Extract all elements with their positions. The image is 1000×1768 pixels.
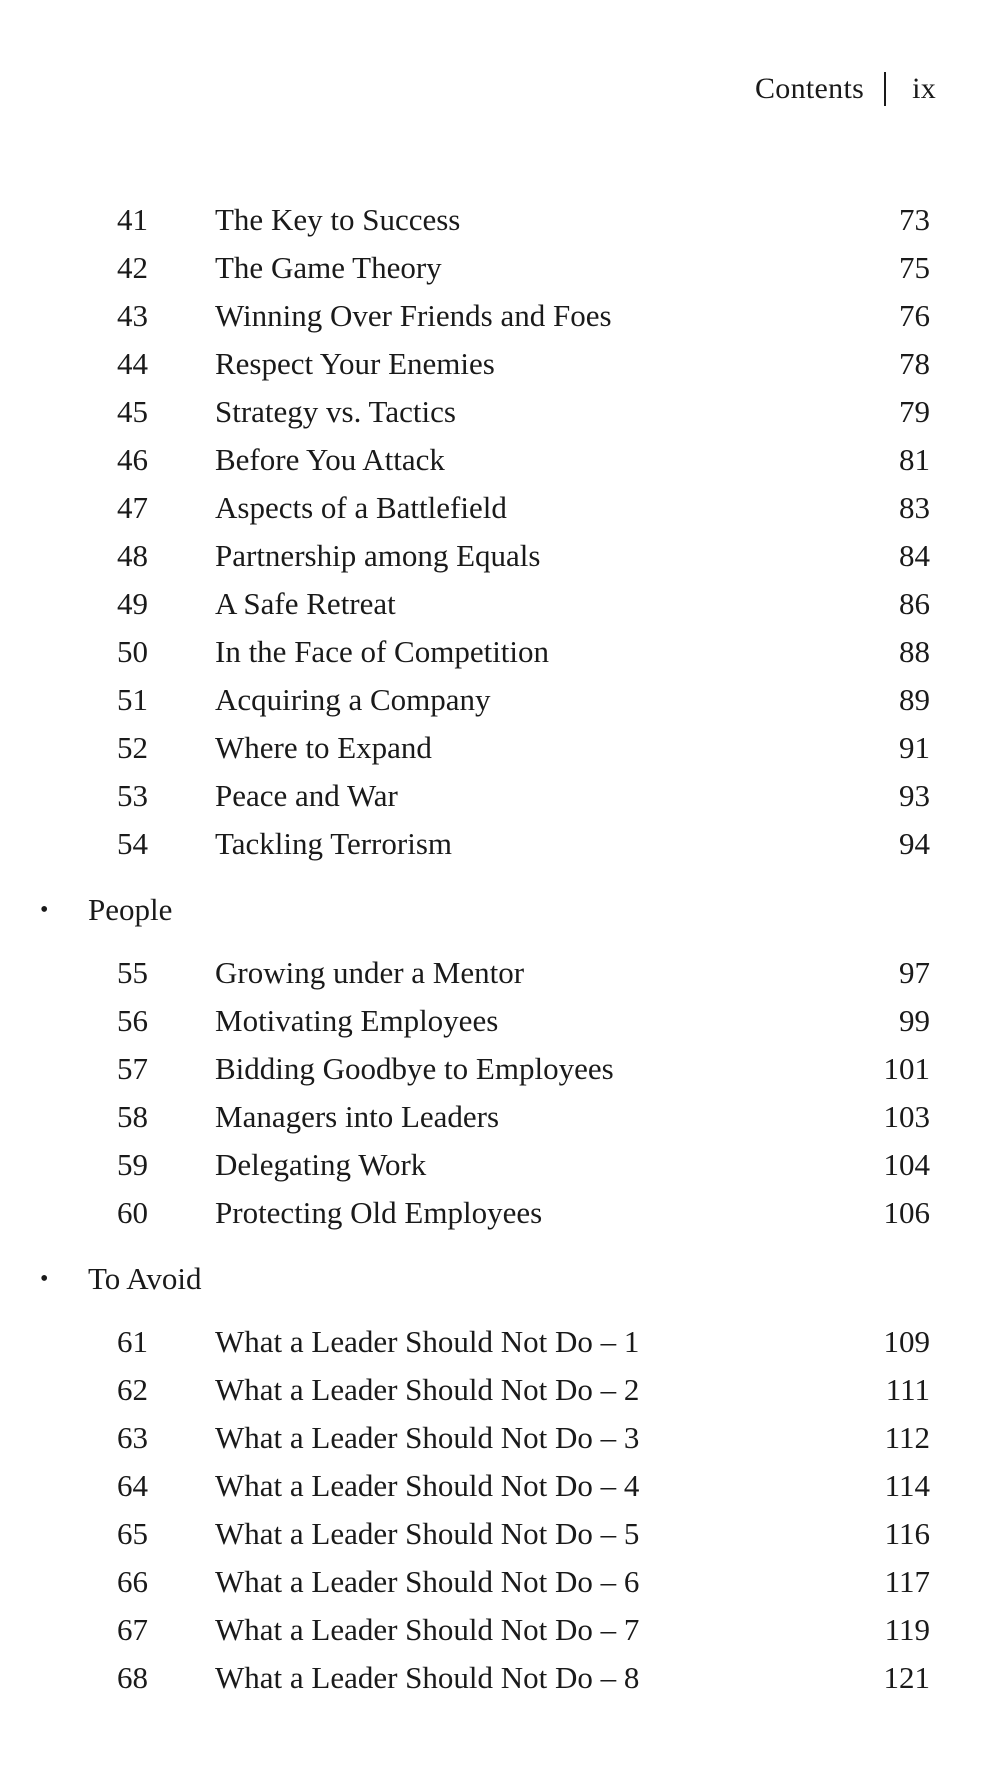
page-number: 111 [885,1372,930,1407]
chapter-title: Aspects of a Battlefield [215,490,507,525]
chapter-title: Growing under a Mentor [215,955,525,990]
page-number: 86 [899,586,930,621]
chapter-title: Partnership among Equals [215,538,541,573]
toc-entry [0,997,1000,1045]
toc-entry [0,820,1000,868]
chapter-number: 45 [117,394,148,429]
chapter-number: 60 [117,1195,148,1230]
chapter-title: In the Face of Competition [215,634,550,669]
chapter-title: The Game Theory [215,250,442,285]
page-number: 121 [883,1660,930,1695]
toc-entry [0,1093,1000,1141]
chapter-number: 44 [117,346,148,381]
chapter-title: What a Leader Should Not Do – 4 [215,1468,640,1503]
toc-entry [0,628,1000,676]
chapter-number: 46 [117,442,148,477]
chapter-number: 68 [117,1660,148,1695]
chapter-title: What a Leader Should Not Do – 3 [215,1420,640,1455]
chapter-number: 50 [117,634,148,669]
page-number: 99 [899,1003,930,1038]
chapter-number: 53 [117,778,148,813]
chapter-title: The Key to Success [215,202,461,237]
chapter-number: 63 [117,1420,148,1455]
chapter-number: 47 [117,490,148,525]
chapter-number: 66 [117,1564,148,1599]
page-number: 89 [899,682,930,717]
toc-entry [0,388,1000,436]
toc-entry [0,949,1000,997]
chapter-number: 64 [117,1468,148,1503]
chapter-title: Before You Attack [215,442,445,477]
page-number: 112 [884,1420,930,1455]
chapter-title: What a Leader Should Not Do – 8 [215,1660,640,1695]
page-number: 119 [884,1612,930,1647]
toc-entry [0,1606,1000,1654]
chapter-title: What a Leader Should Not Do – 5 [215,1516,640,1551]
toc-entry [0,244,1000,292]
page-number: 106 [883,1195,930,1230]
page-number: 109 [883,1324,930,1359]
chapter-title: Respect Your Enemies [215,346,495,381]
page-number: 73 [899,202,930,237]
page-number: 79 [899,394,930,429]
section-heading-label: To Avoid [88,1261,202,1296]
page-number: 103 [883,1099,930,1134]
page-number: 91 [899,730,930,765]
chapter-title: What a Leader Should Not Do – 7 [215,1612,640,1647]
toc-entry [0,580,1000,628]
toc-entry [0,1141,1000,1189]
toc-entry [0,484,1000,532]
toc-entry [0,292,1000,340]
page-number: 117 [884,1564,930,1599]
chapter-title: Where to Expand [215,730,432,765]
chapter-title: Tackling Terrorism [215,826,452,861]
page-number: 84 [899,538,930,573]
chapter-number: 52 [117,730,148,765]
chapter-number: 41 [117,202,148,237]
table-of-contents [0,196,1000,1702]
page-number: 76 [899,298,930,333]
toc-entry [0,1558,1000,1606]
chapter-number: 67 [117,1612,148,1647]
toc-entry [0,532,1000,580]
toc-entry [0,196,1000,244]
page-number: 114 [884,1468,930,1503]
toc-entry [0,1045,1000,1093]
toc-entry [0,1318,1000,1366]
page-number: 93 [899,778,930,813]
chapter-title: Strategy vs. Tactics [215,394,456,429]
chapter-title: What a Leader Should Not Do – 1 [215,1324,640,1359]
section-heading-label: People [88,892,173,927]
chapter-number: 59 [117,1147,148,1182]
chapter-title: Winning Over Friends and Foes [215,298,612,333]
toc-entry [0,1462,1000,1510]
running-head-page-numeral: ix [912,72,936,105]
chapter-title: Managers into Leaders [215,1099,500,1134]
chapter-title: What a Leader Should Not Do – 2 [215,1372,640,1407]
page-number: 83 [899,490,930,525]
chapter-number: 56 [117,1003,148,1038]
chapter-number: 49 [117,586,148,621]
chapter-title: A Safe Retreat [215,586,396,621]
chapter-title: Protecting Old Employees [215,1195,543,1230]
chapter-number: 58 [117,1099,148,1134]
running-head-section: Contents [754,72,865,105]
chapter-title: Bidding Goodbye to Employees [215,1051,614,1086]
page-number: 116 [884,1516,930,1551]
chapter-title: Peace and War [215,778,398,813]
page-number: 97 [899,955,930,990]
chapter-title: Delegating Work [215,1147,427,1182]
toc-entry [0,1366,1000,1414]
toc-entry [0,772,1000,820]
page-number: 104 [883,1147,930,1182]
chapter-number: 43 [117,298,148,333]
toc-entry [0,436,1000,484]
chapter-number: 42 [117,250,148,285]
section-heading [0,1240,1000,1318]
page-number: 88 [899,634,930,669]
chapter-number: 65 [117,1516,148,1551]
chapter-title: Motivating Employees [215,1003,499,1038]
page-number: 75 [899,250,930,285]
chapter-number: 55 [117,955,148,990]
toc-entry [0,1189,1000,1237]
page-number: 101 [883,1051,930,1086]
bullet-icon: • [40,1266,49,1292]
chapter-number: 62 [117,1372,148,1407]
page-number: 78 [899,346,930,381]
section-heading [0,871,1000,949]
bullet-icon: • [40,897,49,923]
chapter-number: 54 [117,826,148,861]
chapter-number: 57 [117,1051,148,1086]
running-head-divider [884,72,886,106]
running-head [755,72,936,106]
chapter-number: 48 [117,538,148,573]
page-number: 81 [899,442,930,477]
page-number: 94 [899,826,930,861]
toc-entry [0,1414,1000,1462]
toc-entry [0,1510,1000,1558]
chapter-title: Acquiring a Company [215,682,491,717]
toc-entry [0,676,1000,724]
toc-entry [0,1654,1000,1702]
toc-entry [0,724,1000,772]
toc-entry [0,340,1000,388]
chapter-number: 61 [117,1324,148,1359]
chapter-title: What a Leader Should Not Do – 6 [215,1564,640,1599]
chapter-number: 51 [117,682,148,717]
